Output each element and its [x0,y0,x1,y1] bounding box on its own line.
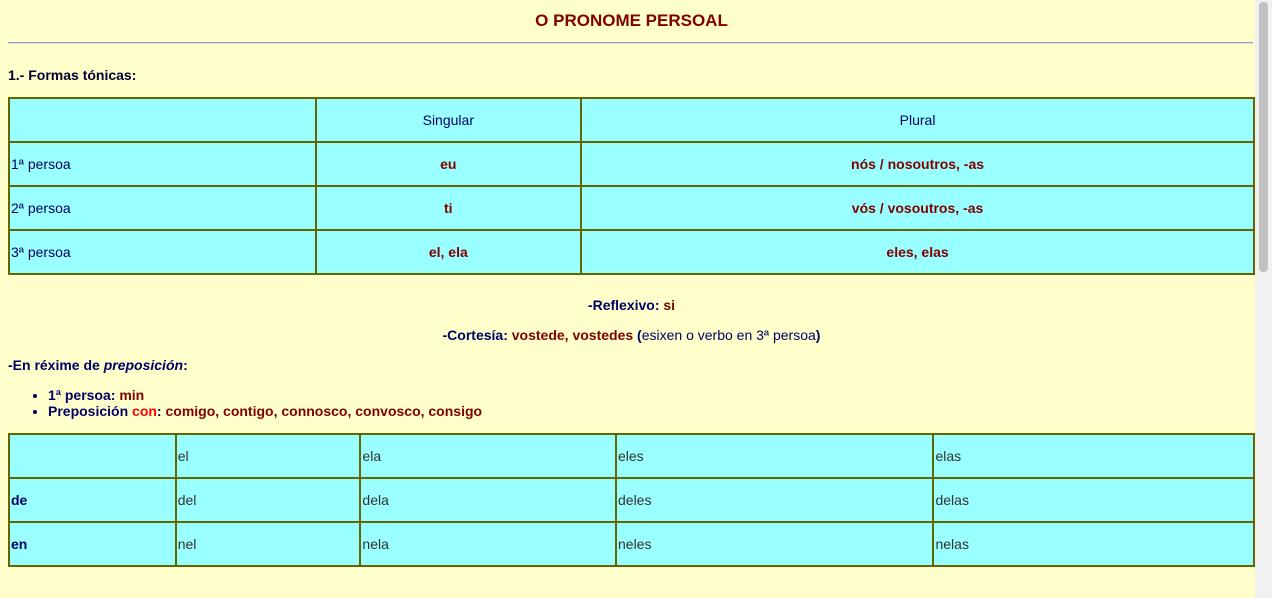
table-cell: neles [616,522,933,566]
page-title: O PRONOME PERSOAL [535,11,728,30]
table-cell: dela [360,478,616,522]
preposicion-title [8,357,188,373]
table-cell: nelas [933,522,1254,566]
table-row [9,230,1254,274]
header-cell: ela [360,434,616,478]
item-colon: : [156,403,162,419]
preposicion-label-italic: preposición [103,357,184,373]
reflexivo-value: si [663,297,676,313]
table-cell: nela [360,522,616,566]
header-cell-singular: Singular [316,98,582,142]
scrollbar-thumb[interactable] [1259,2,1268,272]
cortesia-value: vostede, vostedes [511,327,634,343]
reflexivo-label: -Reflexivo: [587,297,660,313]
vertical-scrollbar[interactable] [1255,0,1272,598]
singular-value: el, ela [316,230,582,274]
table-row [9,478,1254,522]
person-label: 1ª persoa [9,142,316,186]
cortesia-line [8,327,1255,343]
header-cell-empty [9,98,316,142]
table-row [9,186,1254,230]
table-row [9,522,1254,566]
contractions-table [8,433,1255,567]
table-cell: delas [933,478,1254,522]
divider [8,42,1253,44]
table-header-row [9,434,1254,478]
tonic-forms-table [8,97,1255,275]
preposicion-list [8,387,482,419]
item-highlight: con [132,403,157,419]
preposicion-label-prefix: -En réxime de [8,357,104,373]
item-value: comigo, contigo, connosco, convosco, consigo [165,403,483,419]
reflexivo-line [8,297,1255,313]
table-cell: del [176,478,361,522]
item-label: Preposición [48,403,129,419]
section-title-formas-tonicas: 1.- Formas tónicas: [8,67,137,83]
item-value: min [119,387,145,403]
cortesia-close-paren: ) [815,327,821,343]
cortesia-note: esixen o verbo en 3ª persoa [641,327,816,343]
table-header-row [9,98,1254,142]
table-cell: deles [616,478,933,522]
list-item [48,387,482,403]
cortesia-label: -Cortesía: [442,327,508,343]
plural-value: nós / nosoutros, -as [581,142,1254,186]
person-label: 2ª persoa [9,186,316,230]
plural-value: eles, elas [581,230,1254,274]
header-cell: el [176,434,361,478]
table-row [9,142,1254,186]
item-label: 1ª persoa: [48,387,116,403]
header-cell-empty [9,434,176,478]
list-item [48,403,482,419]
plural-value: vós / vosoutros, -as [581,186,1254,230]
preposicion-label-suffix: : [183,357,188,373]
person-label: 3ª persoa [9,230,316,274]
table-cell: nel [176,522,361,566]
header-cell: eles [616,434,933,478]
row-label: de [9,478,176,522]
header-cell-plural: Plural [581,98,1254,142]
row-label: en [9,522,176,566]
singular-value: ti [316,186,582,230]
singular-value: eu [316,142,582,186]
header-cell: elas [933,434,1254,478]
cortesia-open-paren: ( [637,327,642,343]
